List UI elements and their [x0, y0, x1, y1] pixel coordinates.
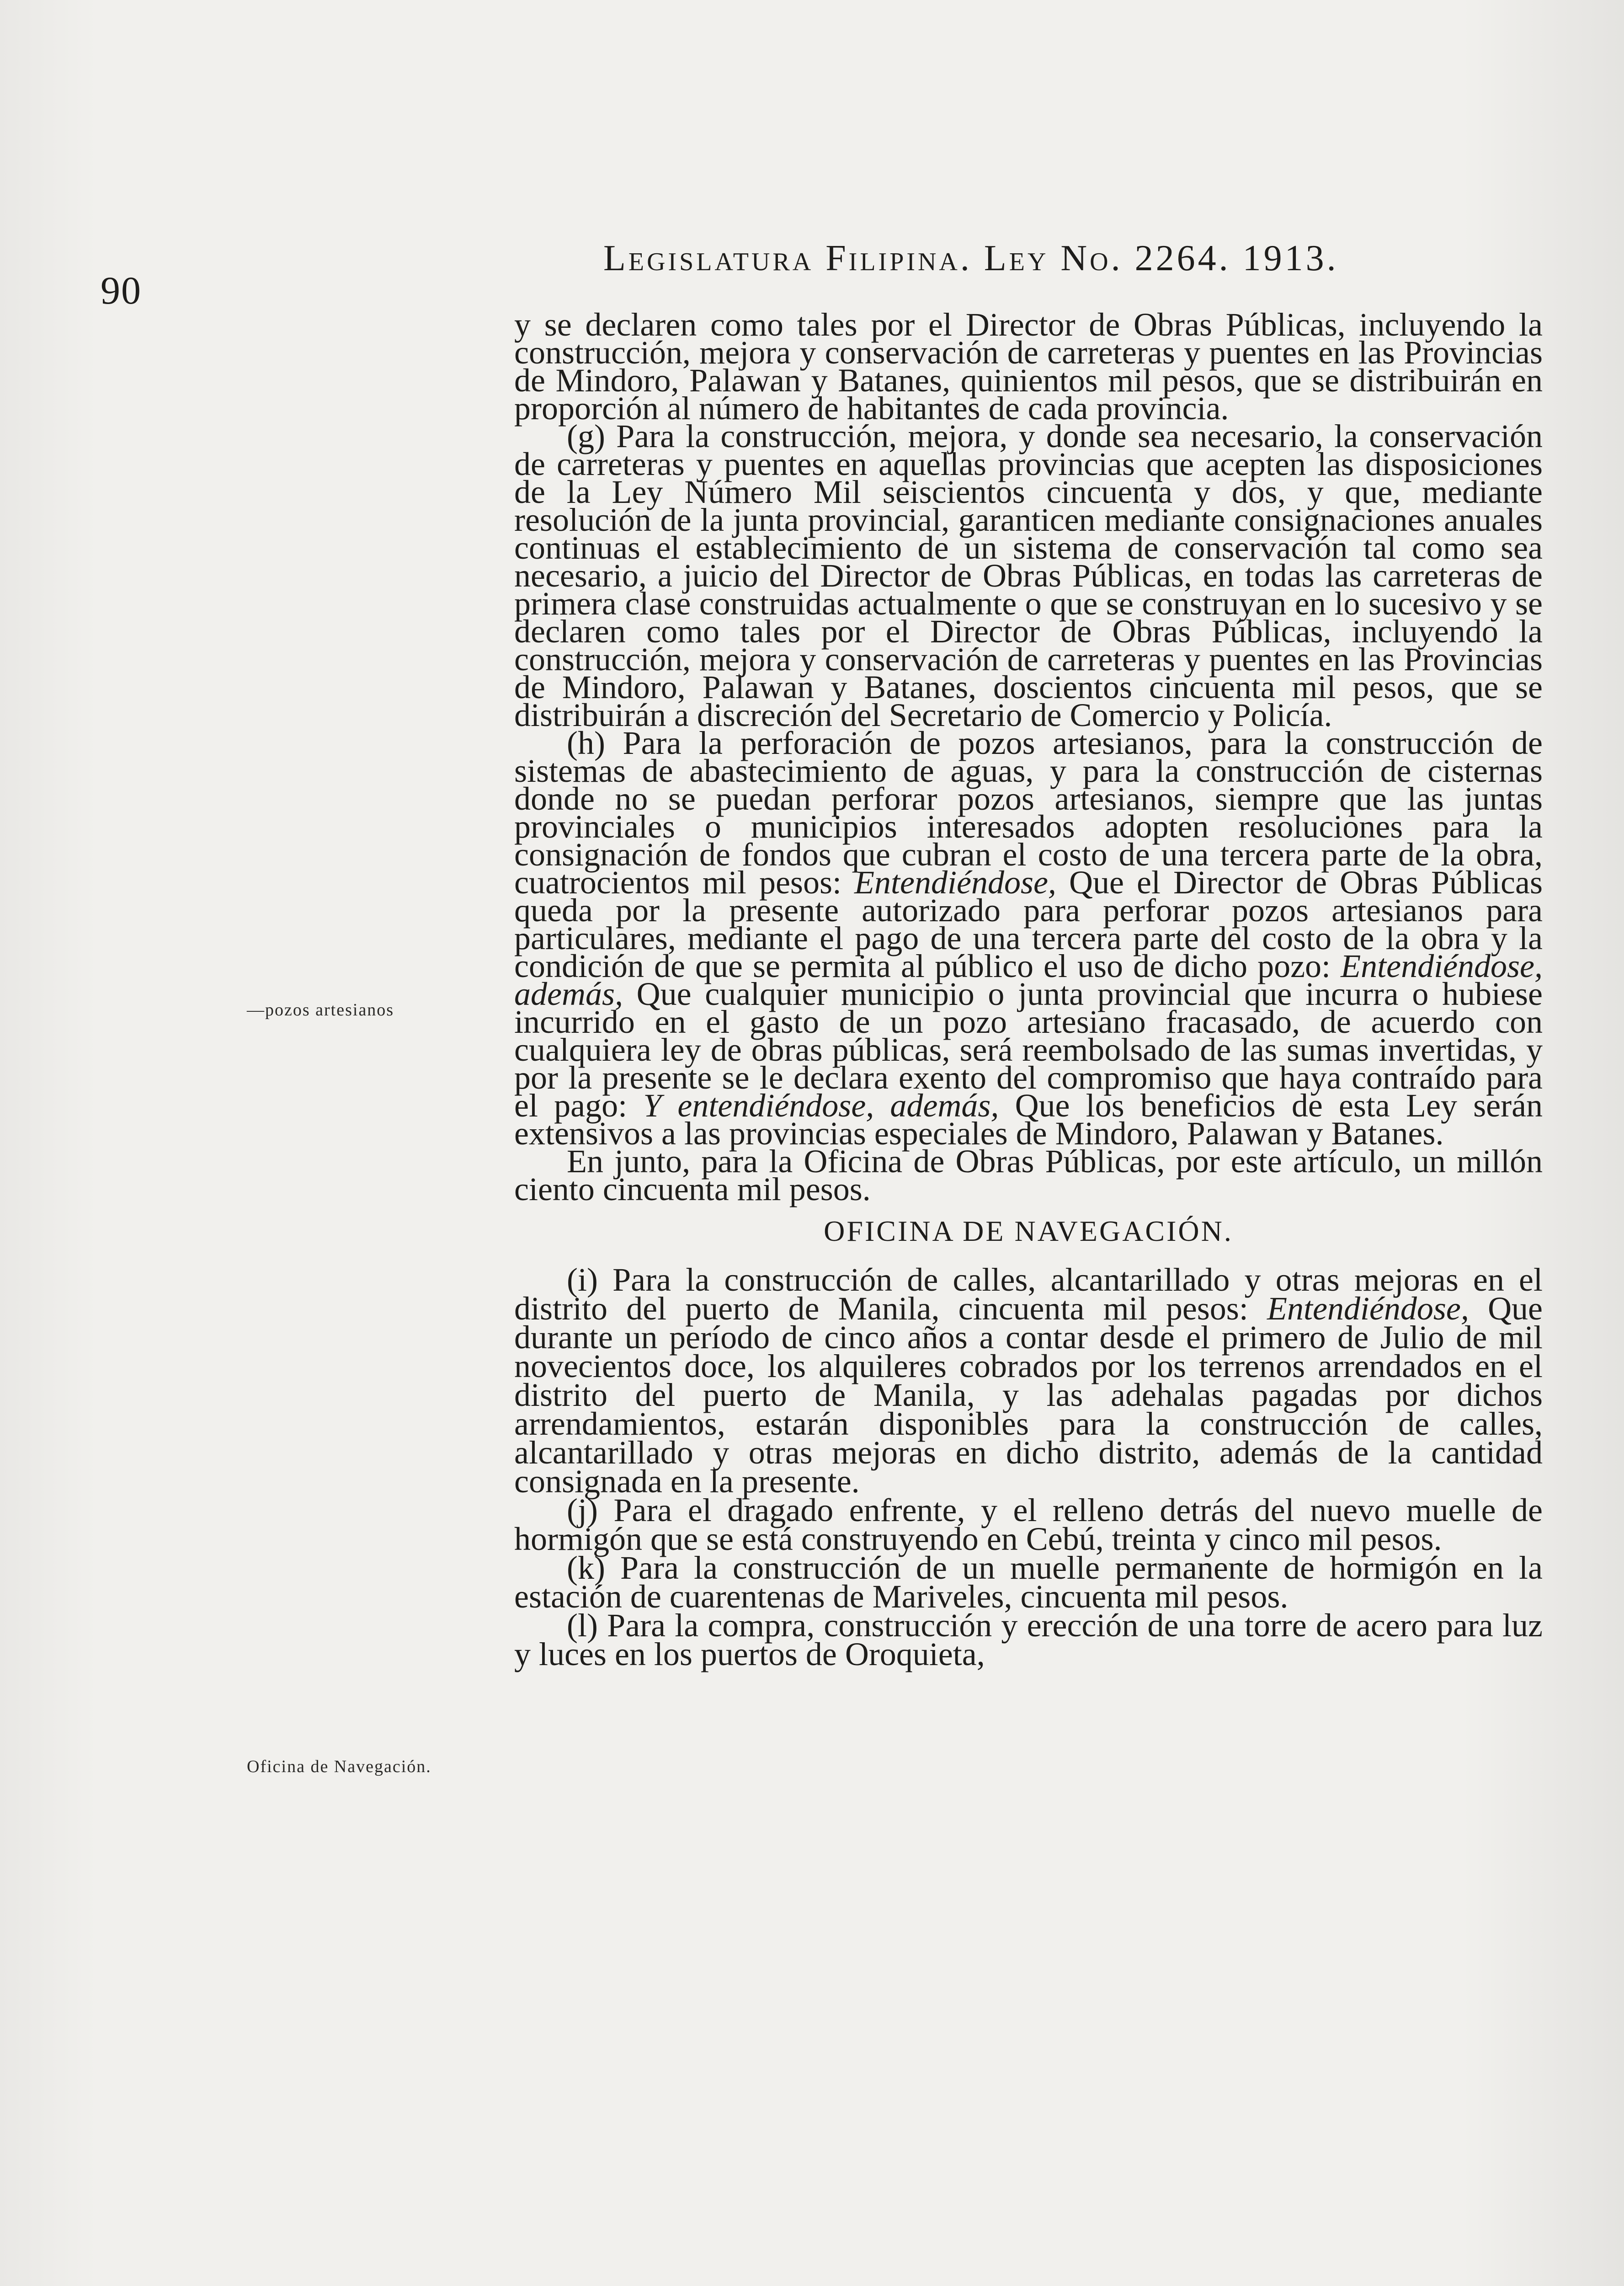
margin-note-oficina: Oficina de Navegación. [247, 1757, 431, 1776]
paragraph-k: (k) Para la construcción de un muelle permanente de hormigón en la estación de cuarentenas de Mariveles, cincuenta mil pesos. [514, 1549, 1543, 1615]
paragraph-continuation: y se declaren como tales por el Director de Obras Públicas, incluyendo la construcción, mejora y conservación de carreteras y puentes en las Provincias de Mindoro, Palawan y Batanes, quinientos mil pesos, que se distribuirán en proporción al número de habitantes de cada provincia. [514, 306, 1543, 427]
paragraph-h-proviso-2: Entendiéndose, además, [514, 948, 1543, 1012]
running-head: Legislatura Filipina. Ley No. 2264. 1913. [603, 238, 1339, 278]
paragraph-h-proviso-1: Entendiéndose, [854, 864, 1056, 901]
paragraph-total: En junto, para la Oficina de Obras Públicas, por este artículo, un millón ciento cincuenta mil pesos. [514, 1143, 1543, 1207]
paragraph-j: (j) Para el dragado enfrente, y el relleno detrás del nuevo muelle de hormigón que se está construyendo en Cebú, treinta y cinco mil pesos. [514, 1492, 1543, 1557]
page-number: 90 [101, 268, 142, 312]
paragraph-h-part-a: (h) Para la perforación de pozos artesianos, para la construcción de sistemas de abastecimiento de aguas, y para la construcción de cisternas donde no se puedan perforar pozos artesianos, siempre que las juntas provinciales o municipios interesados adopten resoluciones para la consignación de fondos que cubran el costo de una tercera parte de la obra, cuatrocientos mil pesos: [514, 725, 1543, 901]
paragraph-h-part-d: Que los beneficios de esta Ley serán extensivos a las provincias especiales de Mindoro, Palawan y Batanes. [514, 1087, 1543, 1152]
lower-text [514, 1261, 1543, 1672]
paragraph-h-part-c: Que cualquier municipio o junta provincial que incurra o hubiese incurrido en el gasto de un pozo artesiano fracasado, de acuerdo con cualquiera ley de obras públicas, será reembolsado de las sumas invertidas, y por la presente se le declara exento del compromiso que haya contraído para el pago: [514, 976, 1543, 1124]
paragraph-i [514, 1261, 1543, 1500]
margin-note-pozos: —pozos artesianos [247, 1000, 394, 1020]
paragraph-i-part-a: (i) Para la construcción de calles, alcantarillado y otras mejoras en el distrito del puerto de Manila, cincuenta mil pesos: [514, 1261, 1543, 1327]
paragraph-i-proviso: Entendiéndose, [1267, 1290, 1469, 1327]
paragraph-h-proviso-3: Y entendiéndose, además, [643, 1087, 999, 1124]
paragraph-i-part-b: Que durante un período de cinco años a contar desde el primero de Julio de mil novecientos doce, los alquileres cobrados por los terrenos arrendados en el distrito del puerto de Manila, y las adehalas pagadas por dichos arrendamientos, estarán disponibles para la construcción de calles, alcantarillado y otras mejoras en dicho distrito, además de la cantidad consignada en la presente. [514, 1290, 1543, 1500]
paragraph-h-part-b: Que el Director de Obras Públicas queda por la presente autorizado para perforar pozos artesianos para particulares, mediante el pago de una tercera parte del costo de la obra y la condición de que se permita al público el uso de dicho pozo: [514, 864, 1543, 984]
paragraph-g: (g) Para la construcción, mejora, y donde sea necesario, la conservación de carreteras y puentes en aquellas provincias que acepten las disposiciones de la Ley Número Mil seiscientos cincuenta y dos, y que, mediante resolución de la junta provincial, garanticen mediante consignaciones anuales continuas el establecimiento de un sistema de conservación tal como sea necesario, a juicio del Director de Obras Públicas, en todas las carreteras de primera clase construidas actualmente o que se construyan en lo sucesivo y se declaren como tales por el Director de Obras Públicas, incluyendo la construcción, mejora y conservación de carreteras y puentes en las Provincias de Mindoro, Palawan y Batanes, doscientos cincuenta mil pesos, que se distribuirán a discreción del Secretario de Comercio y Policía. [514, 418, 1543, 733]
body-text [514, 306, 1543, 1672]
paragraph-h [514, 725, 1543, 1152]
paragraph-l: (l) Para la compra, construcción y erección de una torre de acero para luz y luces en los puertos de Oroquieta, [514, 1607, 1543, 1672]
section-heading: OFICINA DE NAVEGACIÓN. [824, 1215, 1233, 1247]
